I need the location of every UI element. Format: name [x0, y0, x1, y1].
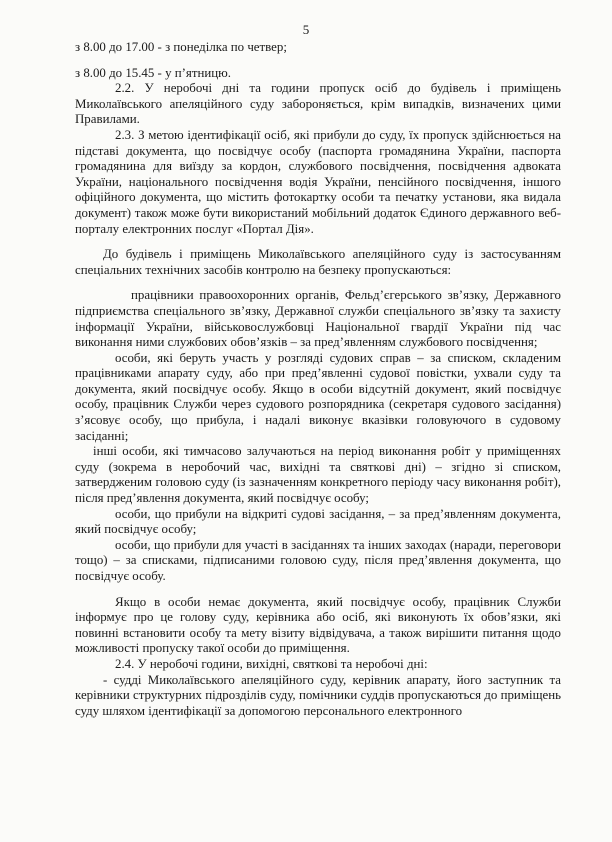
- paragraph-hours-fri: з 8.00 до 15.45 - у п’ятницю.: [75, 65, 232, 80]
- paragraph-2-2: 2.2. У неробочі дні та години пропуск осіб до будівель і приміщень Миколаївського апеляційного суду забороняється, крім випадків, визначених цими Правилами.: [75, 81, 561, 127]
- list-item-law-enforcement: працівники правоохоронних органів, Фельд’єгерського зв’язку, Державного підприємства спеціального зв’язку, Державної служби спеціального зв’язку та захисту інформації України, військовослужбовці Національної гвардії України під час виконання ними службових обов’язків – за пред’явленням службового посвідчення;: [75, 288, 561, 350]
- paragraph-2-4: 2.4. У неробочі години, вихідні, святкові та неробочі дні:: [115, 656, 428, 671]
- list-item-judges: - судді Миколаївського апеляційного суду, керівник апарату, його заступник та керівники структурних підрозділів суду, помічники суддів пропускаються до приміщень суду шляхом ідентифікації за допомогою персонального електронного: [75, 672, 561, 718]
- paragraph-hours-mon-thu: з 8.00 до 17.00 - з понеділка по четвер;: [75, 40, 287, 54]
- paragraph-no-document: Якщо в особи немає документа, який посвідчує особу, працівник Служби інформує про це голову суду, керівника або осіб, які виконують їх обов’язки, які повинні встановити особу та мету візиту відвідувача, а також вирішити питання щодо можливості пропуску такої особи до приміщення.: [75, 594, 561, 656]
- page-number: 5: [302, 22, 310, 37]
- list-item-contractors: інші особи, які тимчасово залучаються на період виконання робіт у приміщеннях суду (зокрема в неробочий час, вихідні та святкові дні) – згідно зі списком, затвердженим головою суду (із зазначенням конкретного періоду часу виконання робіт), після пред’явлення документа, який посвідчує особу;: [75, 444, 561, 506]
- list-item-case-participants: особи, які беруть участь у розгляді судових справ – за списком, складеним працівниками апарату суду, або при пред’явленні судової повістки, ухвали суду та документа, який посвідчує особу. Якщо в особи відсутній документ, який посвідчує особу, працівник Служби через судового розпорядника (секретаря судового засідання) з’ясовує особу, що прибула, і надалі виконує вказівки головуючого в судовому засіданні;: [75, 350, 561, 443]
- paragraph-2-3: 2.3. З метою ідентифікації осіб, які прибули до суду, їх пропуск здійснюється на підставі документа, що посвідчує особу (паспорта громадянина України, паспорта громадянина для виїзду за кордон, службового посвідчення, посвідчення адвоката України, національного посвідчення водія України, пенсійного посвідчення, іншого офіційного документа, що містить фотокартку особи та печатку установи, яка видала документ) також може бути використаний мобільний додаток Єдиного державного веб-порталу електронних послуг «Портал Дія».: [75, 127, 561, 236]
- list-item-meetings: особи, що прибули для участі в засіданнях та інших заходах (наради, переговори тощо) – за списками, підписаними головою суду, після пред’явлення документа, що посвідчує особу.: [75, 537, 561, 583]
- document-body: [75, 40, 561, 719]
- paragraph-admission-intro: До будівель і приміщень Миколаївського апеляційного суду із застосуванням спеціальних технічних засобів контролю на безпеку пропускаються:: [75, 247, 561, 277]
- list-item-open-hearings: особи, що прибули на відкриті судові засідання, – за пред’явленням документа, який посвідчує особу;: [75, 506, 561, 537]
